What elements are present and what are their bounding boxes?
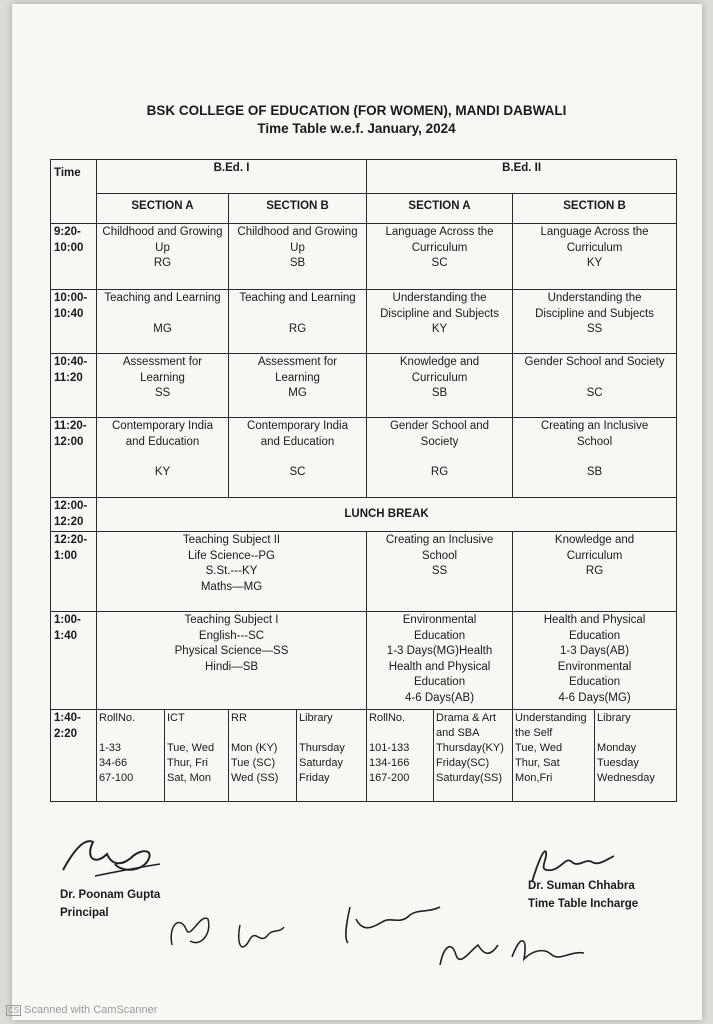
scanner-watermark: CS Scanned with CamScanner <box>8 1004 158 1016</box>
incharge-title: Time Table Incharge <box>528 898 639 910</box>
lunch-row <box>51 498 677 532</box>
bed2-header: B.Ed. II <box>367 160 677 194</box>
class-cell: Understanding the Discipline and Subjects SS <box>513 290 677 354</box>
lunch-break: LUNCH BREAK <box>97 498 677 532</box>
teaching-subject-1-cell: Teaching Subject I English---SC Physical Science—SS Hindi—SB <box>97 612 367 710</box>
time-slot: 10:00- 10:40 <box>51 290 97 354</box>
table-row <box>51 532 677 612</box>
time-slot: 10:40- 11:20 <box>51 354 97 418</box>
class-cell: Childhood and Growing Up SB <box>229 224 367 290</box>
principal-signature <box>55 828 165 884</box>
bed1-section-b: SECTION B <box>229 194 367 224</box>
time-slot: 1:00- 1:40 <box>51 612 97 710</box>
time-slot: 1:40- 2:20 <box>51 710 97 802</box>
class-cell: Environmental Education 1-3 Days(MG)Health Health and Physical Education 4-6 Days(AB) <box>367 612 513 710</box>
timetable-subtitle: Time Table w.e.f. January, 2024 <box>257 121 456 136</box>
class-cell: Knowledge and Curriculum RG <box>513 532 677 612</box>
bed2-section-b: SECTION B <box>513 194 677 224</box>
understanding-self-cell: Understanding the Self Tue, Wed Thur, Sat Mon,Fri <box>513 710 595 802</box>
time-slot: 11:20- 12:00 <box>51 418 97 498</box>
class-cell: Teaching and Learning RG <box>229 290 367 354</box>
principal-name: Dr. Poonam Gupta <box>60 889 161 901</box>
class-cell: Language Across the Curriculum KY <box>513 224 677 290</box>
rollno-cell: RollNo. 101-133 134-166 167-200 <box>367 710 434 802</box>
header-row <box>51 160 677 194</box>
table-row <box>51 290 677 354</box>
library-cell: Library Thursday Saturday Friday <box>297 710 367 802</box>
class-cell: Knowledge and Curriculum SB <box>367 354 513 418</box>
principal-title: Principal <box>60 907 109 919</box>
class-cell: Gender School and Society SC <box>513 354 677 418</box>
time-header: Time <box>51 160 97 224</box>
table-row <box>51 710 677 802</box>
drama-art-cell: Drama & Art and SBA Thursday(KY) Friday(SC) Saturday(SS) <box>434 710 513 802</box>
table-row <box>51 612 677 710</box>
class-cell: Creating an Inclusive School SB <box>513 418 677 498</box>
camscanner-icon: CS <box>8 1006 20 1015</box>
class-cell: Language Across the Curriculum SC <box>367 224 513 290</box>
class-cell: Teaching and Learning MG <box>97 290 229 354</box>
bed1-header: B.Ed. I <box>97 160 367 194</box>
bed1-section-a: SECTION A <box>97 194 229 224</box>
time-slot: 12:20- 1:00 <box>51 532 97 612</box>
teaching-subject-2-cell: Teaching Subject II Life Science--PG S.St.---KY Maths—MG <box>97 532 367 612</box>
timetable <box>50 159 677 802</box>
table-row <box>51 418 677 498</box>
incharge-name: Dr. Suman Chhabra <box>528 880 635 892</box>
class-cell: Assessment for Learning SS <box>97 354 229 418</box>
class-cell: Contemporary India and Education KY <box>97 418 229 498</box>
rr-cell: RR Mon (KY) Tue (SC) Wed (SS) <box>229 710 297 802</box>
time-slot: 12:00- 12:20 <box>51 498 97 532</box>
ict-cell: ICT Tue, Wed Thur, Fri Sat, Mon <box>165 710 229 802</box>
class-cell: Health and Physical Education 1-3 Days(AB) Environmental Education 4-6 Days(MG) <box>513 612 677 710</box>
time-slot: 9:20- 10:00 <box>51 224 97 290</box>
table-row <box>51 354 677 418</box>
class-cell: Creating an Inclusive School SS <box>367 532 513 612</box>
bed2-section-a: SECTION A <box>367 194 513 224</box>
rollno-cell: RollNo. 1-33 34-66 67-100 <box>97 710 165 802</box>
library-cell: Library Monday Tuesday Wednesday <box>595 710 677 802</box>
class-cell: Understanding the Discipline and Subjects KY <box>367 290 513 354</box>
table-row <box>51 224 677 290</box>
class-cell: Childhood and Growing Up RG <box>97 224 229 290</box>
class-cell: Assessment for Learning MG <box>229 354 367 418</box>
class-cell: Gender School and Society RG <box>367 418 513 498</box>
college-title: BSK COLLEGE OF EDUCATION (FOR WOMEN), MANDI DABWALI <box>146 103 567 118</box>
staff-signatures <box>160 895 600 990</box>
class-cell: Contemporary India and Education SC <box>229 418 367 498</box>
section-row <box>51 194 677 224</box>
